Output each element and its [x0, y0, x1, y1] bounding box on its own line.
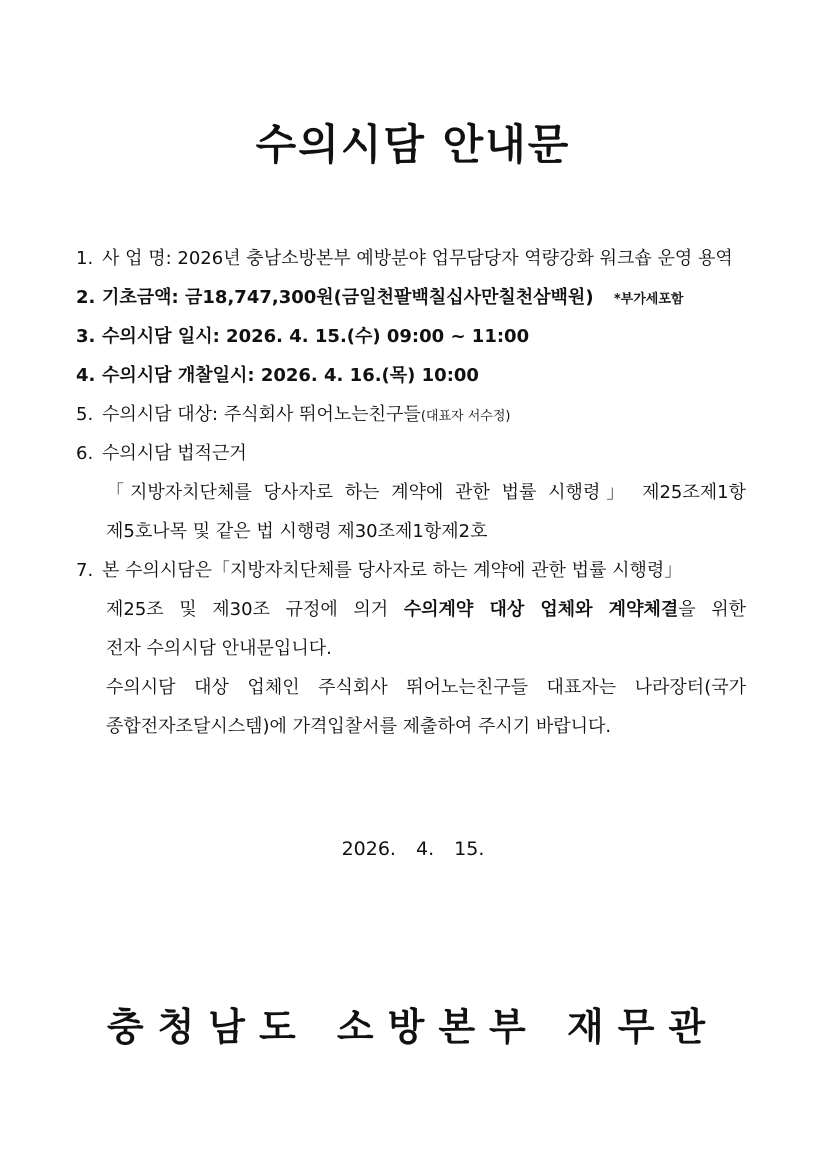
- item-7: [76, 558, 752, 584]
- item-number: 6.: [76, 443, 94, 464]
- item-number: 1.: [76, 248, 94, 269]
- item-7-line-4: 수의시담 대상 업체인 주식회사 뛰어노는친구들 대표자는 나라장터(국가: [106, 677, 746, 698]
- issuer-name: 충청남도 소방본부 재무관: [106, 1005, 720, 1049]
- item-number: 5.: [76, 404, 94, 425]
- item-text: 수의시담 법적근거: [102, 443, 247, 464]
- item-number: 4.: [76, 365, 96, 386]
- item-note: *부가세포함: [613, 292, 684, 307]
- item-text: 사 업 명: 2026년 충남소방본부 예방분야 업무담당자 역량강화 워크숍 운영 용역: [102, 248, 733, 269]
- item-6-line-1: 「지방자치단체를 당사자로 하는 계약에 관한 법률 시행령」 제25조제1항: [106, 482, 746, 503]
- item-4: [76, 363, 479, 389]
- item-text: 제25조 및 제30조 규정에 의거: [106, 599, 404, 620]
- item-text: 수의시담 일시: 2026. 4. 15.(수) 09:00 ~ 11:00: [102, 326, 530, 347]
- item-6: [76, 441, 247, 467]
- item-6-line-2: 제5호나목 및 같은 법 시행령 제30조제1항제2호: [106, 521, 488, 542]
- item-7-line-3: 전자 수의시담 안내문입니다.: [106, 638, 332, 659]
- item-number: 7.: [76, 560, 94, 581]
- issue-date: 2026. 4. 15.: [341, 838, 485, 860]
- item-3: [76, 324, 529, 350]
- item-number: 2.: [76, 287, 96, 308]
- item-note: (대표자 서수정): [420, 409, 511, 424]
- item-text: 수의시담 대상: 주식회사 뛰어노는친구들: [102, 404, 421, 425]
- page-title: 수의시담 안내문: [255, 120, 571, 169]
- item-text: 을 위한: [678, 599, 747, 620]
- item-2: [76, 285, 683, 313]
- item-number: 3.: [76, 326, 96, 347]
- item-text: 기초금액: 금18,747,300원(금일천팔백칠십사만칠천삼백원): [102, 287, 594, 308]
- emphasis-text: 수의계약 대상 업체와 계약체결: [403, 599, 679, 620]
- item-7-line-5: 종합전자조달시스템)에 가격입찰서를 제출하여 주시기 바랍니다.: [106, 716, 612, 737]
- item-1: [76, 246, 733, 272]
- item-5: [76, 402, 510, 430]
- item-text: 수의시담 개찰일시: 2026. 4. 16.(목) 10:00: [102, 365, 479, 386]
- item-7-line-2: [106, 597, 746, 623]
- item-text: 본 수의시담은「지방자치단체를 당사자로 하는 계약에 관한 법률 시행령」: [102, 560, 683, 581]
